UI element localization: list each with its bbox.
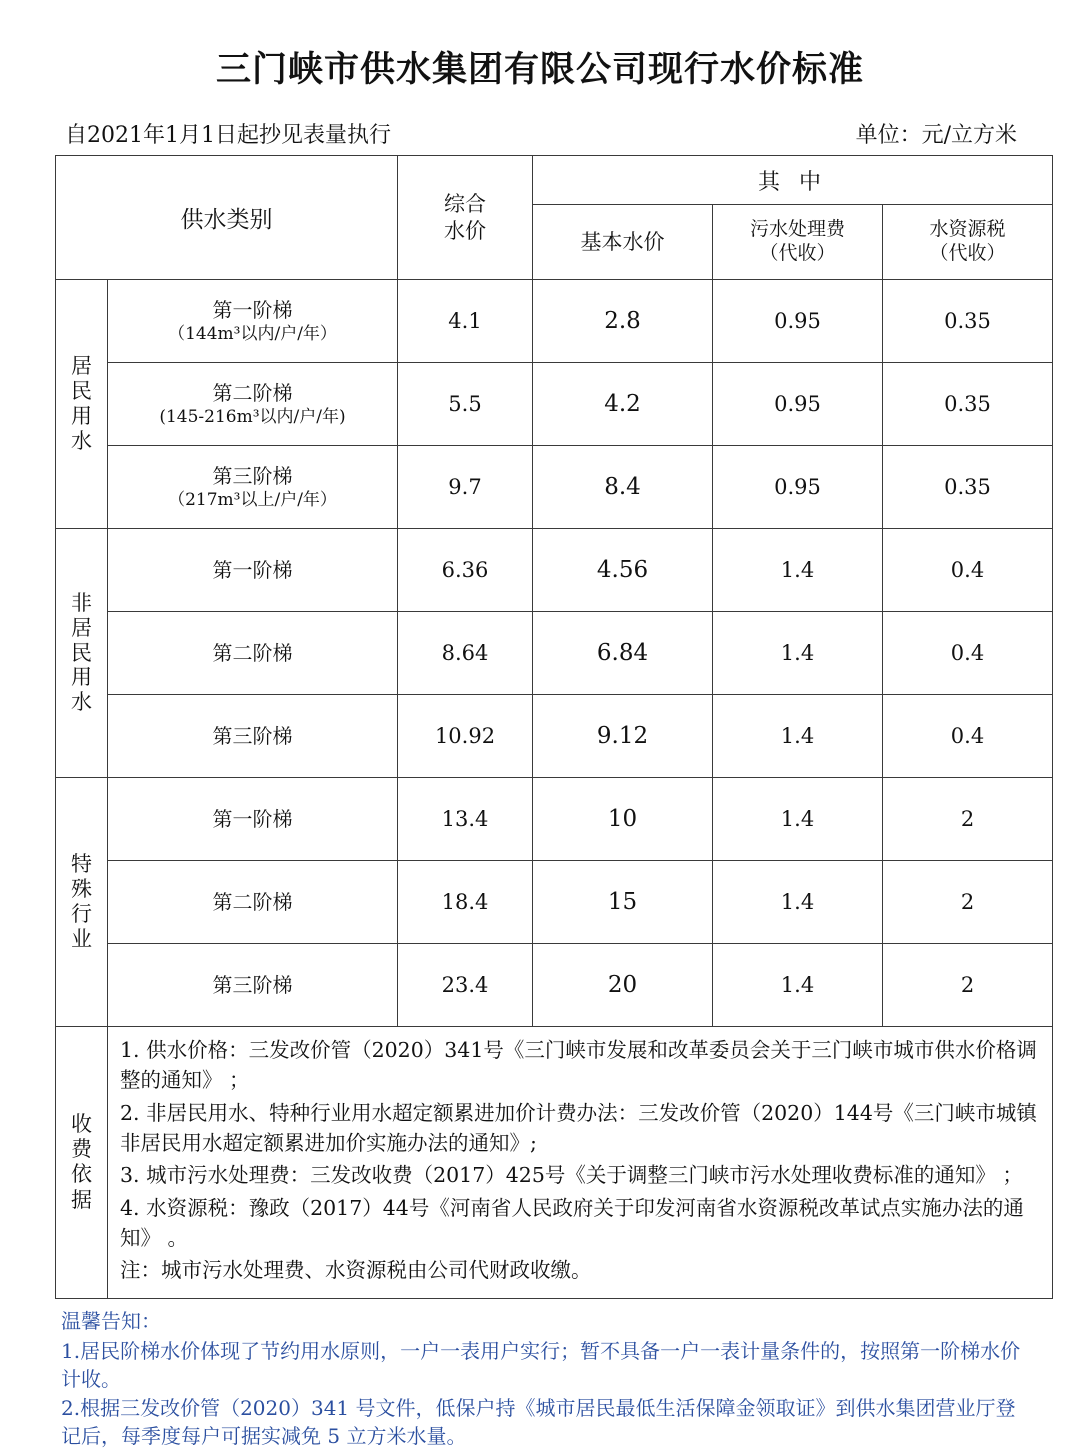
tax-value: 2: [883, 778, 1053, 861]
tier-label: 第二阶梯: [212, 890, 293, 914]
sewage-value: 1.4: [713, 612, 883, 695]
notice-item: 2.根据三发改价管（2020）341 号文件，低保户持《城市居民最低生活保障金领取证》到供水集团营业厅登记后，每季度每户可据实减免 5 立方米水量。: [61, 1395, 1016, 1449]
notice-item: 1.居民阶梯水价体现了节约用水原则，一户一表用户实行；暂不具备一户一表计量条件的，按照第一阶梯水价计收。: [61, 1339, 1021, 1392]
fee-basis-content: [108, 1027, 1053, 1299]
tier-range: (145-216m³以内/户/年): [159, 406, 346, 427]
basis-char: 据: [71, 1187, 92, 1212]
sewage-value: 1.4: [713, 861, 883, 944]
tier-label: 第三阶梯: [212, 973, 293, 997]
water-price-table: [55, 155, 1053, 1299]
header-sewage-fee: [713, 205, 883, 280]
category-char: 特: [71, 852, 92, 877]
header-basic-price: 基本水价: [533, 205, 713, 280]
table-row: [56, 363, 1053, 446]
table-row: [56, 695, 1053, 778]
basic-value: 4.56: [533, 529, 713, 612]
basic-value: 8.4: [533, 446, 713, 529]
tier-cell: [108, 280, 398, 363]
fee-basis-item: 4. 水资源税：豫政（2017）44号《河南省人民政府关于印发河南省水资源税改革试点实施办法的通知》 。: [120, 1195, 1024, 1250]
tier-cell: [108, 695, 398, 778]
sewage-value: 0.95: [713, 363, 883, 446]
basic-value: 9.12: [533, 695, 713, 778]
tier-cell: [108, 778, 398, 861]
header-category: 供水类别: [56, 156, 398, 280]
tier-label: 第二阶梯: [212, 641, 293, 665]
fee-basis-item: 3. 城市污水处理费：三发改收费（2017）425号《关于调整三门峡市污水处理收费标准的通知》 ；: [120, 1163, 1023, 1188]
tier-cell: [108, 446, 398, 529]
header-tax-line2: （代收）: [929, 242, 1006, 264]
fee-basis-row: [56, 1027, 1053, 1299]
comprehensive-value: 10.92: [398, 695, 533, 778]
basis-char: 费: [71, 1137, 92, 1162]
tier-cell: [108, 529, 398, 612]
basis-char: 依: [71, 1162, 92, 1187]
table-row: [56, 778, 1053, 861]
category-char: 殊: [71, 877, 92, 902]
header-comprehensive-line2: 水价: [444, 218, 486, 243]
tier-label: 第一阶梯: [212, 558, 293, 582]
category-non-residential: [56, 529, 108, 778]
tier-label: 第二阶梯: [212, 380, 293, 405]
page-title: 三门峡市供水集团有限公司现行水价标准: [215, 49, 864, 90]
header-tax-line1: 水资源税: [929, 218, 1006, 241]
category-char: 非: [71, 591, 92, 616]
category-residential: [56, 280, 108, 529]
category-char: 民: [71, 640, 92, 665]
category-char: 水: [71, 428, 92, 453]
category-char: 居: [71, 615, 92, 640]
tax-value: 0.35: [883, 363, 1053, 446]
unit-note: 单位：元/立方米: [855, 123, 1017, 148]
fee-basis-item: 1. 供水价格：三发改价管（2020）341号《三门峡市发展和改革委员会关于三门峡市城市供水价格调整的通知》 ；: [120, 1038, 1037, 1093]
tier-label: 第三阶梯: [212, 724, 293, 748]
comprehensive-value: 8.64: [398, 612, 533, 695]
basic-value: 15: [533, 861, 713, 944]
comprehensive-value: 9.7: [398, 446, 533, 529]
tax-value: 0.35: [883, 280, 1053, 363]
category-char: 居: [71, 354, 92, 379]
category-char: 行: [71, 902, 92, 926]
table-row: [56, 944, 1053, 1027]
header-sewage-line2: （代收）: [759, 242, 836, 264]
table-row: [56, 446, 1053, 529]
header-among-which: 其 中: [533, 156, 1053, 205]
sewage-value: 1.4: [713, 778, 883, 861]
tier-cell: [108, 363, 398, 446]
sewage-value: 0.95: [713, 446, 883, 529]
basic-value: 20: [533, 944, 713, 1027]
tier-range: （144m³以内/户/年）: [168, 323, 337, 344]
tier-range: （217m³以上/户/年）: [168, 489, 337, 510]
tier-cell: [108, 861, 398, 944]
category-char: 民: [71, 379, 92, 404]
sewage-value: 1.4: [713, 529, 883, 612]
table-row: [56, 861, 1053, 944]
comprehensive-value: 13.4: [398, 778, 533, 861]
fee-basis-item: 2. 非居民用水、特种行业用水超定额累进加价计费办法：三发改价管（2020）144号《三门峡市城镇非居民用水超定额累进加价实施办法的通知》;: [120, 1100, 1037, 1155]
friendly-notice: [55, 1307, 1025, 1451]
category-char: 用: [71, 404, 92, 428]
comprehensive-value: 4.1: [398, 280, 533, 363]
table-row: [56, 612, 1053, 695]
header-comprehensive-line1: 综合: [444, 192, 486, 217]
category-char: 水: [71, 690, 92, 715]
sewage-value: 1.4: [713, 944, 883, 1027]
category-char: 用: [71, 665, 92, 690]
tier-cell: [108, 612, 398, 695]
effective-date-note: 自2021年1月1日起抄见表量执行: [65, 123, 391, 148]
comprehensive-value: 18.4: [398, 861, 533, 944]
comprehensive-value: 6.36: [398, 529, 533, 612]
tier-label: 第三阶梯: [212, 463, 293, 488]
tier-cell: [108, 944, 398, 1027]
subheader: [55, 118, 1025, 155]
table-row: [56, 529, 1053, 612]
tax-value: 0.4: [883, 529, 1053, 612]
notice-title: 温馨告知：: [61, 1308, 161, 1333]
table-header-row-1: [56, 156, 1053, 205]
header-water-tax: [883, 205, 1053, 280]
header-sewage-line1: 污水处理费: [749, 218, 845, 241]
tax-value: 2: [883, 861, 1053, 944]
tax-value: 0.35: [883, 446, 1053, 529]
tax-value: 2: [883, 944, 1053, 1027]
table-row: [56, 280, 1053, 363]
header-comprehensive-price: [398, 156, 533, 280]
basic-value: 6.84: [533, 612, 713, 695]
fee-basis-label: [56, 1027, 108, 1299]
tier-label: 第一阶梯: [212, 807, 293, 831]
category-special-industry: [56, 778, 108, 1027]
fee-basis-item: 注：城市污水处理费、水资源税由公司代财政收缴。: [120, 1258, 592, 1283]
basic-value: 10: [533, 778, 713, 861]
basis-char: 收: [71, 1111, 92, 1136]
tax-value: 0.4: [883, 612, 1053, 695]
comprehensive-value: 23.4: [398, 944, 533, 1027]
sewage-value: 0.95: [713, 280, 883, 363]
basic-value: 2.8: [533, 280, 713, 363]
tier-label: 第一阶梯: [212, 297, 293, 322]
sewage-value: 1.4: [713, 695, 883, 778]
basic-value: 4.2: [533, 363, 713, 446]
comprehensive-value: 5.5: [398, 363, 533, 446]
category-char: 业: [71, 926, 92, 951]
tax-value: 0.4: [883, 695, 1053, 778]
